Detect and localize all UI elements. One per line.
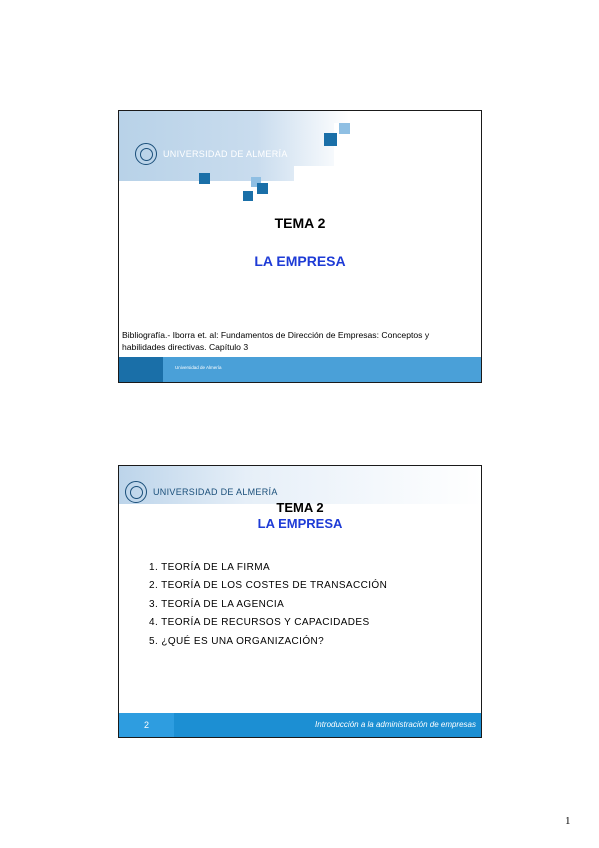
bibliography-line: Bibliografía.- Iborra et. al: Fundamentos de Dirección de Empresas: Conceptos y (122, 330, 430, 340)
bibliography-line: habilidades directivas. Capítulo 3 (122, 342, 249, 352)
university-name: UNIVERSIDAD DE ALMERÍA (163, 149, 288, 159)
decor-square (243, 191, 253, 201)
topic-label: TEMA 2 (274, 215, 326, 231)
list-item: 2. TEORÍA DE LOS COSTES DE TRANSACCIÓN (149, 580, 388, 592)
university-logo (135, 143, 288, 165)
slide-footer (119, 713, 481, 737)
slide-footer (119, 357, 481, 382)
page-number: 1 (565, 815, 571, 827)
decor-square (257, 183, 268, 194)
list-item: 3. TEORÍA DE LA AGENCIA (149, 598, 285, 610)
topic-label: TEMA 2 (276, 500, 324, 515)
decor-square (199, 173, 210, 184)
footer-text: Universidad de Almería (175, 365, 222, 370)
university-name: UNIVERSIDAD DE ALMERÍA (153, 487, 278, 497)
footer-accent (119, 357, 163, 382)
topic-title: LA EMPRESA (257, 516, 343, 531)
slide-number: 2 (119, 713, 174, 737)
decor-square (324, 133, 337, 146)
university-seal-icon (135, 143, 157, 165)
list-item: 1. TEORÍA DE LA FIRMA (149, 562, 271, 573)
slide-2 (118, 465, 482, 738)
topics-list (149, 559, 387, 651)
course-name: Introducción a la administración de empresas (315, 720, 476, 729)
list-item: 4. TEORÍA DE RECURSOS Y CAPACIDADES (149, 617, 370, 629)
decor-square (339, 123, 350, 134)
list-item: 5. ¿QUÉ ES UNA ORGANIZACIÓN? (149, 635, 325, 647)
topic-title: LA EMPRESA (254, 253, 346, 269)
bibliography (122, 329, 478, 353)
slide-1 (118, 110, 482, 383)
